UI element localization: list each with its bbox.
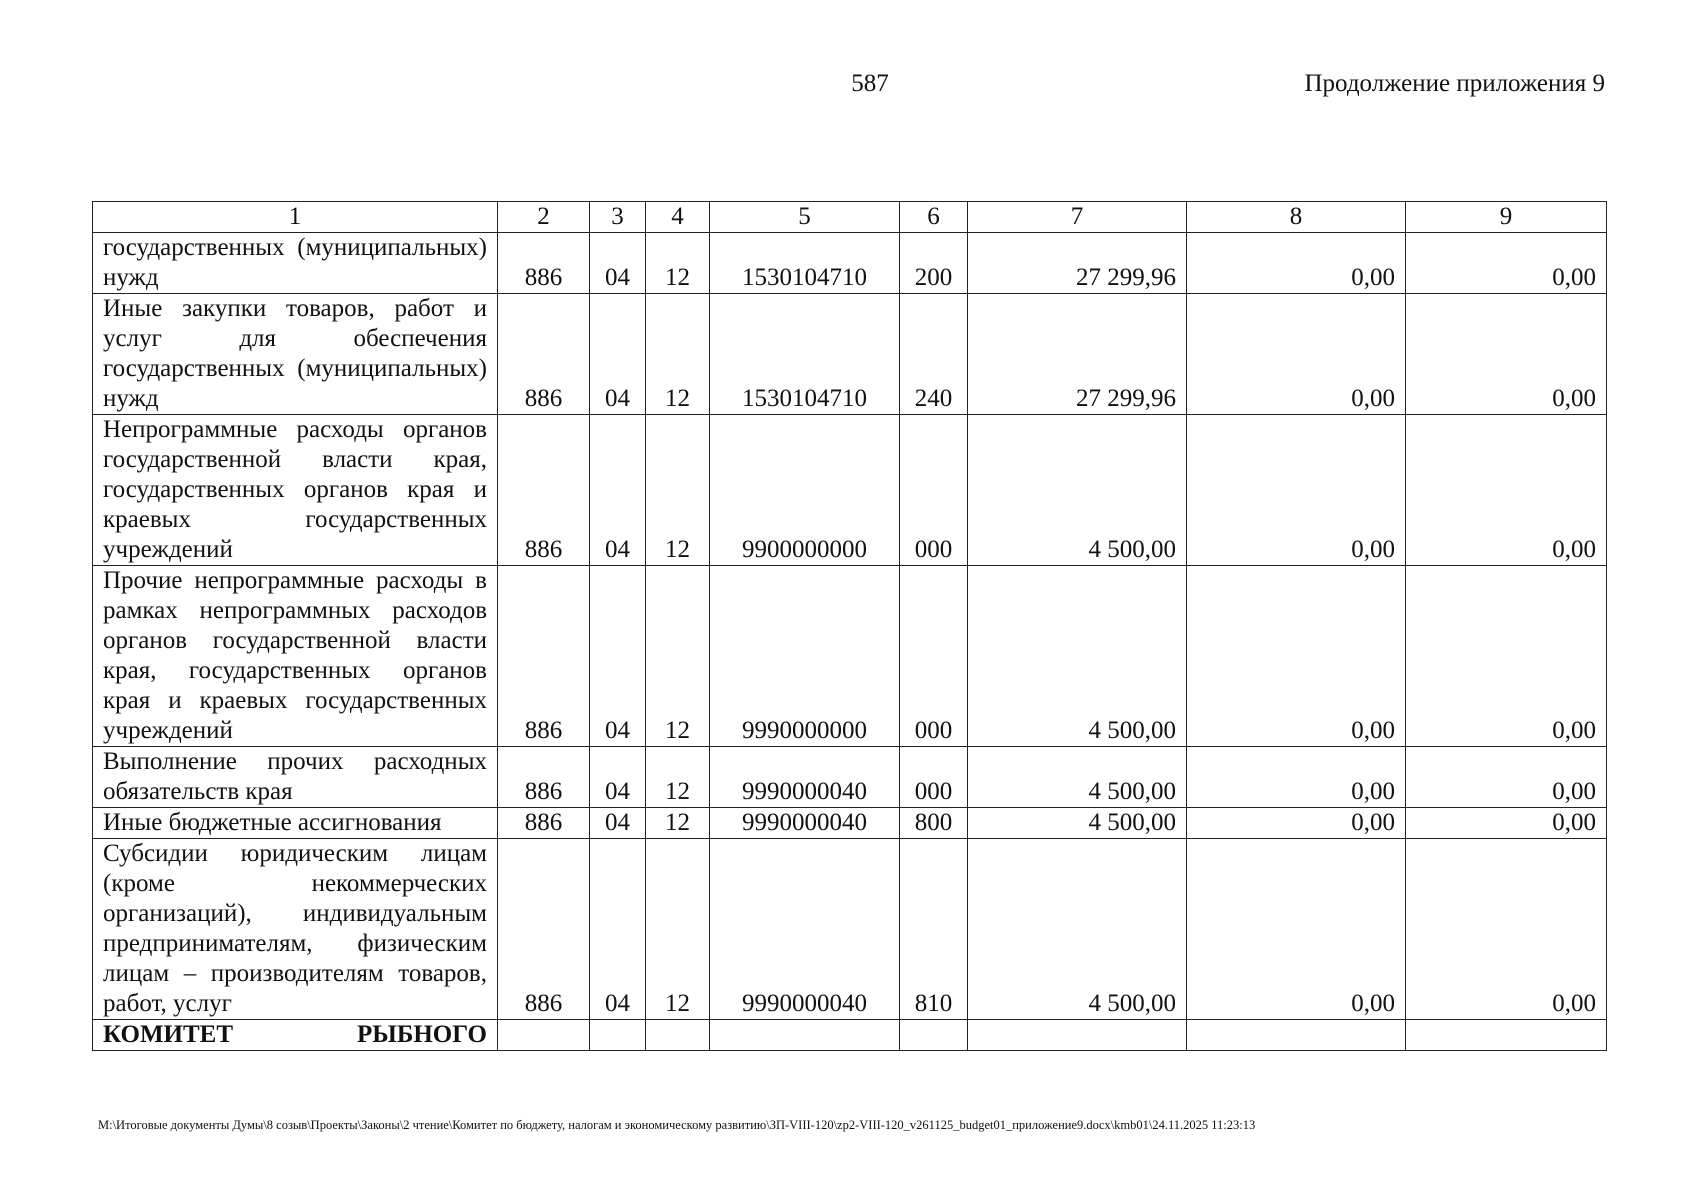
cell-target-article: 9990000000 — [710, 566, 900, 747]
table-row — [93, 839, 1607, 1020]
empty-cell — [710, 1020, 900, 1051]
row-description: Субсидии юридическим лицам (кроме некоммерческих организаций), индивидуальным предпринимателям, физическим лицам – производителям товаров, работ, услуг — [93, 839, 498, 1020]
empty-cell — [498, 1020, 590, 1051]
cell-amount-col8: 0,00 — [1187, 839, 1406, 1020]
page-number: 587 — [851, 70, 889, 97]
table-row — [93, 747, 1607, 808]
cell-target-article: 9990000040 — [710, 747, 900, 808]
cell-expense-type: 810 — [900, 839, 968, 1020]
column-header: 9 — [1406, 202, 1607, 233]
cell-ministry-code: 886 — [498, 839, 590, 1020]
cell-subsection: 12 — [646, 294, 710, 415]
cell-amount-col9: 0,00 — [1406, 415, 1607, 566]
document-file-path: M:\Итоговые документы Думы\8 созыв\Проекты\Законы\2 чтение\Комитет по бюджету, налогам и экономическому развитию\ЗП-VIII-120\zp2-VIII-120_v261125_budget01_приложение9.docx\kmb01\24.11.2025 11:23:13 — [98, 1118, 1256, 1132]
table-header-row — [93, 202, 1607, 233]
cell-amount-col8: 0,00 — [1187, 566, 1406, 747]
cell-expense-type: 000 — [900, 566, 968, 747]
column-header: 3 — [590, 202, 646, 233]
cell-amount-col8: 0,00 — [1187, 415, 1406, 566]
cell-subsection: 12 — [646, 747, 710, 808]
table-row — [93, 415, 1607, 566]
cell-ministry-code: 886 — [498, 415, 590, 566]
cell-section: 04 — [590, 747, 646, 808]
cell-ministry-code: 886 — [498, 294, 590, 415]
cell-amount-col7: 4 500,00 — [968, 808, 1187, 839]
column-header: 5 — [710, 202, 900, 233]
column-header: 8 — [1187, 202, 1406, 233]
cell-section: 04 — [590, 294, 646, 415]
empty-cell — [1187, 1020, 1406, 1051]
cell-section: 04 — [590, 415, 646, 566]
cell-expense-type: 000 — [900, 415, 968, 566]
cell-amount-col8: 0,00 — [1187, 294, 1406, 415]
cell-amount-col9: 0,00 — [1406, 233, 1607, 294]
cell-amount-col9: 0,00 — [1406, 566, 1607, 747]
budget-table — [92, 201, 1607, 1051]
cell-subsection: 12 — [646, 839, 710, 1020]
cell-amount-col7: 4 500,00 — [968, 415, 1187, 566]
cell-ministry-code: 886 — [498, 808, 590, 839]
column-header: 6 — [900, 202, 968, 233]
cell-section: 04 — [590, 566, 646, 747]
cell-ministry-code: 886 — [498, 233, 590, 294]
cell-expense-type: 800 — [900, 808, 968, 839]
empty-cell — [900, 1020, 968, 1051]
table-row — [93, 808, 1607, 839]
cell-section: 04 — [590, 839, 646, 1020]
cell-amount-col9: 0,00 — [1406, 747, 1607, 808]
cell-amount-col8: 0,00 — [1187, 747, 1406, 808]
section-heading-cell: КОМИТЕТ РЫБНОГО — [93, 1020, 498, 1051]
row-description: Прочие непрограммные расходы в рамках непрограммных расходов органов государственной власти края, государственных органов края и краевых государственных учреждений — [93, 566, 498, 747]
cell-amount-col8: 0,00 — [1187, 808, 1406, 839]
cell-amount-col7: 4 500,00 — [968, 839, 1187, 1020]
cell-amount-col7: 27 299,96 — [968, 294, 1187, 415]
empty-cell — [968, 1020, 1187, 1051]
appendix-continuation-label: Продолжение приложения 9 — [1304, 70, 1605, 97]
cell-target-article: 9990000040 — [710, 808, 900, 839]
cell-section: 04 — [590, 808, 646, 839]
row-description: Иные бюджетные ассигнования — [93, 808, 498, 839]
cell-target-article: 1530104710 — [710, 294, 900, 415]
row-description: Иные закупки товаров, работ и услуг для обеспечения государственных (муниципальных) нужд — [93, 294, 498, 415]
cell-target-article: 1530104710 — [710, 233, 900, 294]
row-description: Непрограммные расходы органов государственной власти края, государственных органов края и краевых государственных учреждений — [93, 415, 498, 566]
cell-expense-type: 200 — [900, 233, 968, 294]
empty-cell — [1406, 1020, 1607, 1051]
table-row — [93, 294, 1607, 415]
table-row — [93, 566, 1607, 747]
cell-subsection: 12 — [646, 808, 710, 839]
cell-amount-col9: 0,00 — [1406, 294, 1607, 415]
cell-expense-type: 000 — [900, 747, 968, 808]
cell-amount-col9: 0,00 — [1406, 808, 1607, 839]
cell-expense-type: 240 — [900, 294, 968, 415]
cell-subsection: 12 — [646, 233, 710, 294]
cell-amount-col7: 4 500,00 — [968, 747, 1187, 808]
cell-amount-col8: 0,00 — [1187, 233, 1406, 294]
cell-ministry-code: 886 — [498, 747, 590, 808]
column-header: 1 — [93, 202, 498, 233]
cell-target-article: 9990000040 — [710, 839, 900, 1020]
cell-amount-col9: 0,00 — [1406, 839, 1607, 1020]
column-header: 2 — [498, 202, 590, 233]
cell-target-article: 9900000000 — [710, 415, 900, 566]
cell-section: 04 — [590, 233, 646, 294]
empty-cell — [590, 1020, 646, 1051]
row-description: государственных (муниципальных) нужд — [93, 233, 498, 294]
table-row — [93, 233, 1607, 294]
column-header: 4 — [646, 202, 710, 233]
cell-ministry-code: 886 — [498, 566, 590, 747]
column-header: 7 — [968, 202, 1187, 233]
table-row — [93, 1020, 1607, 1051]
row-description: Выполнение прочих расходных обязательств края — [93, 747, 498, 808]
cell-subsection: 12 — [646, 566, 710, 747]
cell-amount-col7: 4 500,00 — [968, 566, 1187, 747]
empty-cell — [646, 1020, 710, 1051]
cell-amount-col7: 27 299,96 — [968, 233, 1187, 294]
cell-subsection: 12 — [646, 415, 710, 566]
